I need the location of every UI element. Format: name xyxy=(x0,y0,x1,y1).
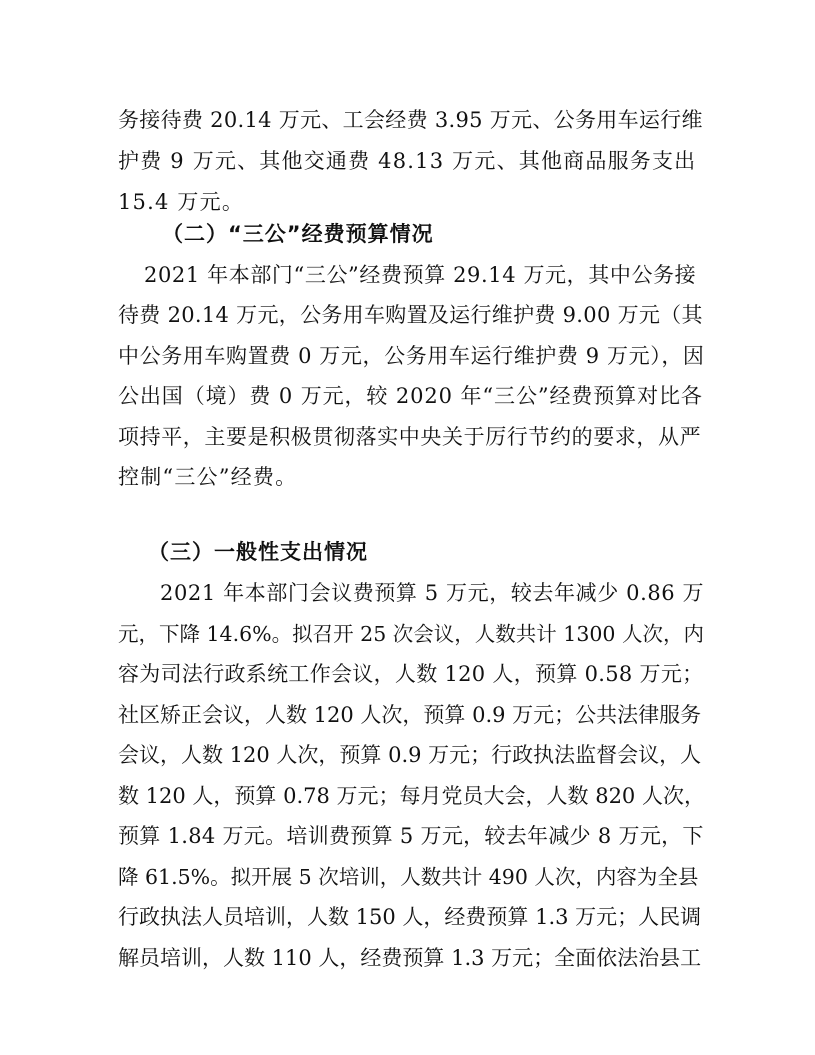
text-line: 降 61.5%。拟开展 5 次培训，人数共计 490 人次，内容为全县 xyxy=(118,865,699,889)
text-line: 项持平，主要是积极贯彻落实中央关于厉行节约的要求，从严 xyxy=(118,425,702,449)
text-line: 待费 20.14 万元，公务用车购置及运行维护费 9.00 万元（其 xyxy=(118,303,703,327)
text-line: 数 120 人，预算 0.78 万元；每月党员大会，人数 820 人次， xyxy=(118,784,705,808)
section-heading: （三）一般性支出情况 xyxy=(148,540,368,564)
text-line: 解员培训，人数 110 人，经费预算 1.3 万元；全面依法治县工 xyxy=(118,946,702,970)
text-line: 行政执法人员培训，人数 150 人，经费预算 1.3 万元；人民调 xyxy=(118,905,702,929)
text-line: 元，下降 14.6%。拟召开 25 次会议，人数共计 1300 人次，内 xyxy=(118,622,704,646)
text-line: 社区矫正会议，人数 120 人次，预算 0.9 万元；公共法律服务 xyxy=(118,703,702,727)
text-line: 护费 9 万元、其他交通费 48.13 万元、其他商品服务支出 xyxy=(118,149,697,173)
text-line: 公出国（境）费 0 万元，较 2020 年“三公”经费预算对比各 xyxy=(118,384,703,408)
text-line: 2021 年本部门会议费预算 5 万元，较去年减少 0.86 万 xyxy=(160,581,705,605)
text-line: 容为司法行政系统工作会议，人数 120 人，预算 0.58 万元； xyxy=(118,662,704,686)
text-line: 会议，人数 120 人次，预算 0.9 万元；行政执法监督会议，人 xyxy=(118,743,702,767)
text-line: 15.4 万元。 xyxy=(118,190,245,214)
text-line: 控制“三公”经费。 xyxy=(118,465,298,489)
text-line: 中公务用车购置费 0 万元，公务用车运行维护费 9 万元），因 xyxy=(118,344,705,368)
section-heading: （二）“三公”经费预算情况 xyxy=(162,222,434,246)
text-line: 务接待费 20.14 万元、工会经费 3.95 万元、公务用车运行维 xyxy=(118,108,703,132)
text-line: 预算 1.84 万元。培训费预算 5 万元，较去年减少 8 万元，下 xyxy=(118,824,704,848)
text-line: 2021 年本部门“三公”经费预算 29.14 万元，其中公务接 xyxy=(144,263,697,287)
